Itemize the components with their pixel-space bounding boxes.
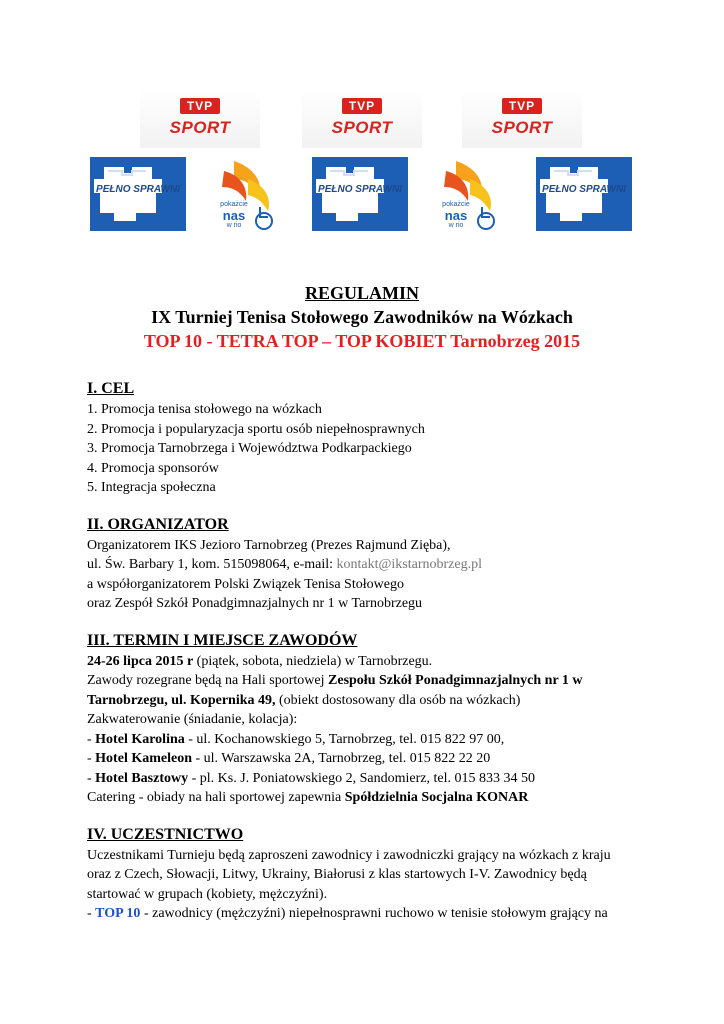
- list-item: 5. Integracja społeczna: [87, 480, 216, 495]
- section-heading: I. CEL: [87, 380, 135, 397]
- section-heading: IV. UCZESTNICTWO: [87, 825, 244, 843]
- paragraph-line: [87, 904, 647, 924]
- title-tournament: IX Turniej Tenisa Stołowego Zawodników na Wózkach: [151, 307, 573, 327]
- paragraph-line: startować w grupach (kobiety, mężczyźni).: [87, 886, 328, 902]
- rio-line1: pokażcie: [442, 201, 470, 208]
- hotel-name: Hotel Basztowy: [95, 770, 189, 786]
- date-text: 24-26 lipca 2015 r: [87, 653, 194, 669]
- tvp-badge: TVP: [502, 98, 542, 114]
- hotel-details: - pl. Ks. J. Poniatowskiego 2, Sandomierz, tel. 015 833 34 50: [188, 770, 535, 786]
- address-text: ul. Św. Barbary 1, kom. 515098064, e-mail:: [87, 557, 337, 572]
- top10-description: - zawodnicy (mężczyźni) niepełnosprawni ruchowo w tenisie stołowym grający na: [140, 906, 608, 921]
- list-item: 3. Promocja Tarnobrzega i Województwa Podkarpackiego: [87, 441, 412, 456]
- venue-address: Tarnobrzegu, ul. Kopernika 49,: [87, 692, 276, 708]
- document-body: [87, 378, 647, 940]
- dash: -: [87, 751, 96, 766]
- catering-pre: Catering - obiady na hali sportowej zapewnia: [87, 790, 345, 805]
- tvp-badge: TVP: [342, 98, 382, 114]
- venue-name: Zespołu Szkół Ponadgimnazjalnych nr 1 w: [328, 673, 583, 688]
- pelno-text: PEŁNO SPRAWNI: [542, 184, 626, 195]
- date-rest: (piątek, sobota, niedziela) w Tarnobrzegu.: [193, 653, 433, 669]
- title-top10: TOP 10 - TETRA TOP – TOP KOBIET Tarnobrzeg 2015: [143, 331, 581, 351]
- hotel-name: Hotel Kameleon: [95, 751, 192, 766]
- hotel-item: [87, 730, 647, 750]
- tvp-badge: TVP: [180, 98, 220, 114]
- rio-logo: [426, 157, 500, 235]
- tvp-sport-word: SPORT: [491, 118, 553, 137]
- tvp-sport-logo: [302, 90, 422, 148]
- paragraph-line: Organizatorem IKS Jezioro Tarnobrzeg (Prezes Rajmund Zięba),: [87, 537, 451, 553]
- venue-note: (obiekt dostosowany dla osób na wózkach): [275, 692, 521, 708]
- list-item: 4. Promocja sponsorów: [87, 460, 219, 476]
- pelno-text: PEŁNO SPRAWNI: [96, 184, 180, 195]
- hotel-item: [87, 769, 647, 789]
- paragraph-line: a współorganizatorem Polski Związek Tenisa Stołowego: [87, 576, 404, 592]
- rio-line3: w rio: [226, 222, 242, 229]
- catering-name: Spółdzielnia Socjalna KONAR: [344, 790, 529, 805]
- venue-pre: Zawody rozegrane będą na Hali sportowej: [87, 673, 329, 688]
- hotel-name: Hotel Karolina: [95, 731, 185, 747]
- hotel-details: - ul. Warszawska 2A, Tarnobrzeg, tel. 015 822 22 20: [191, 751, 491, 766]
- tvp-sport-word: SPORT: [169, 118, 231, 137]
- tvp-sport-logo: [462, 90, 582, 148]
- tvp-sport-logo: [140, 90, 260, 148]
- paragraph-line: Zakwaterowanie (śniadanie, kolacja):: [87, 712, 298, 727]
- tvp-sport-word: SPORT: [331, 118, 393, 137]
- rio-text: [432, 201, 480, 230]
- section-uczestnictwo: [87, 824, 647, 924]
- document-title: [0, 281, 724, 353]
- pelno-text: PEŁNO SPRAWNI: [318, 184, 402, 195]
- section-heading: II. ORGANIZATOR: [87, 515, 229, 533]
- rio-logo: [204, 157, 278, 235]
- paragraph-line: oraz z Czech, Słowacji, Litwy, Ukrainy, Białorusi z klas startowych I-V. Zawodnicy będą: [87, 867, 587, 882]
- paragraph-line: [87, 671, 647, 691]
- rio-text: [210, 201, 258, 230]
- pelno-sprawni-logo: [536, 157, 632, 231]
- dash: -: [87, 770, 96, 786]
- top10-label: TOP 10: [95, 906, 141, 921]
- list-item: 2. Promocja i popularyzacja sportu osób niepełnosprawnych: [87, 421, 425, 437]
- pelno-sprawni-logo: [90, 157, 186, 231]
- list-item: 1. Promocja tenisa stołowego na wózkach: [87, 402, 322, 417]
- paragraph-line: [87, 555, 647, 575]
- hotel-details: - ul. Kochanowskiego 5, Tarnobrzeg, tel. 015 822 97 00,: [184, 731, 505, 747]
- hotel-item: [87, 749, 647, 769]
- dash: -: [87, 906, 96, 921]
- title-regulamin: REGULAMIN: [304, 283, 419, 303]
- rio-line1: pokażcie: [220, 201, 248, 208]
- section-heading: III. TERMIN I MIEJSCE ZAWODÓW: [87, 631, 358, 649]
- rio-line3: w rio: [448, 222, 464, 229]
- email-link[interactable]: kontakt@ikstarnobrzeg.pl: [336, 557, 482, 572]
- paragraph-line: [87, 691, 647, 711]
- section-cel: [87, 378, 647, 498]
- logo-banner: [0, 0, 724, 250]
- paragraph-line: Uczestnikami Turnieju będą zaproszeni zawodnicy i zawodniczki grający na wózkach z kraju: [87, 847, 611, 863]
- section-organizator: [87, 514, 647, 614]
- rio-line2: nas: [222, 208, 246, 223]
- rio-line2: nas: [444, 208, 468, 223]
- pelno-sprawni-logo: [312, 157, 408, 231]
- section-termin: [87, 630, 647, 808]
- paragraph-line: [87, 788, 647, 808]
- paragraph-line: [87, 652, 647, 672]
- paragraph-line: oraz Zespół Szkół Ponadgimnazjalnych nr 1 w Tarnobrzegu: [87, 596, 423, 611]
- dash: -: [87, 731, 96, 747]
